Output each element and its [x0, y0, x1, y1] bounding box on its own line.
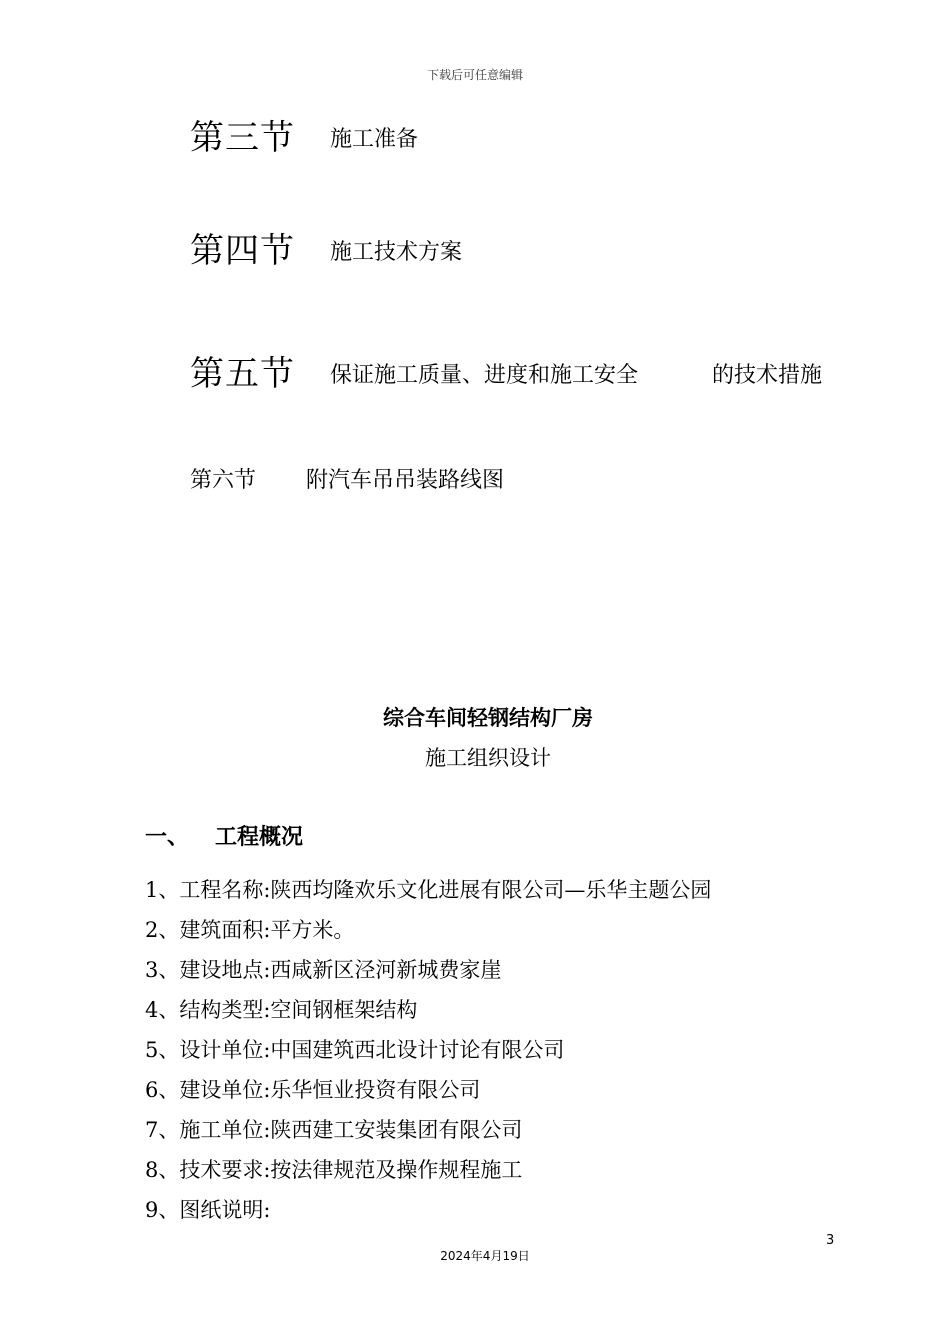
chapter-number: 一、 [145, 825, 190, 850]
section-title-5-tail: 的技术措施 [712, 363, 823, 388]
document-subtitle: 施工组织设计 [425, 746, 551, 770]
list-item: 8、技术要求:按法律规范及操作规程施工 [145, 1158, 523, 1182]
list-item: 5、设计单位:中国建筑西北设计讨论有限公司 [145, 1038, 565, 1062]
section-label-4: 第四节 [190, 231, 295, 271]
section-title-3: 施工准备 [330, 127, 419, 152]
section-label-5: 第五节 [190, 354, 295, 394]
list-item: 1、工程名称:陕西均隆欢乐文化进展有限公司—乐华主题公园 [145, 878, 712, 902]
chapter-title: 工程概况 [215, 825, 304, 850]
document-title: 综合车间轻钢结构厂房 [383, 706, 593, 730]
list-item: 4、结构类型:空间钢框架结构 [145, 998, 418, 1022]
list-item: 7、施工单位:陕西建工安装集团有限公司 [145, 1118, 523, 1142]
section-title-6: 附汽车吊吊装路线图 [306, 468, 505, 493]
footer-date: 2024年4月19日 [440, 1249, 530, 1263]
section-title-4: 施工技术方案 [330, 240, 463, 265]
list-item: 9、图纸说明: [145, 1198, 271, 1222]
page-header-note: 下载后可任意编辑 [426, 68, 523, 82]
section-label-6: 第六节 [190, 468, 257, 493]
list-item: 3、建设地点:西咸新区泾河新城费家崖 [145, 958, 502, 982]
section-title-5: 保证施工质量、进度和施工安全 [330, 363, 639, 388]
list-item: 6、建设单位:乐华恒业投资有限公司 [145, 1078, 481, 1102]
list-item: 2、建筑面积:平方米。 [145, 918, 355, 942]
section-label-3: 第三节 [190, 118, 295, 158]
page-number: 3 [826, 1233, 835, 1248]
